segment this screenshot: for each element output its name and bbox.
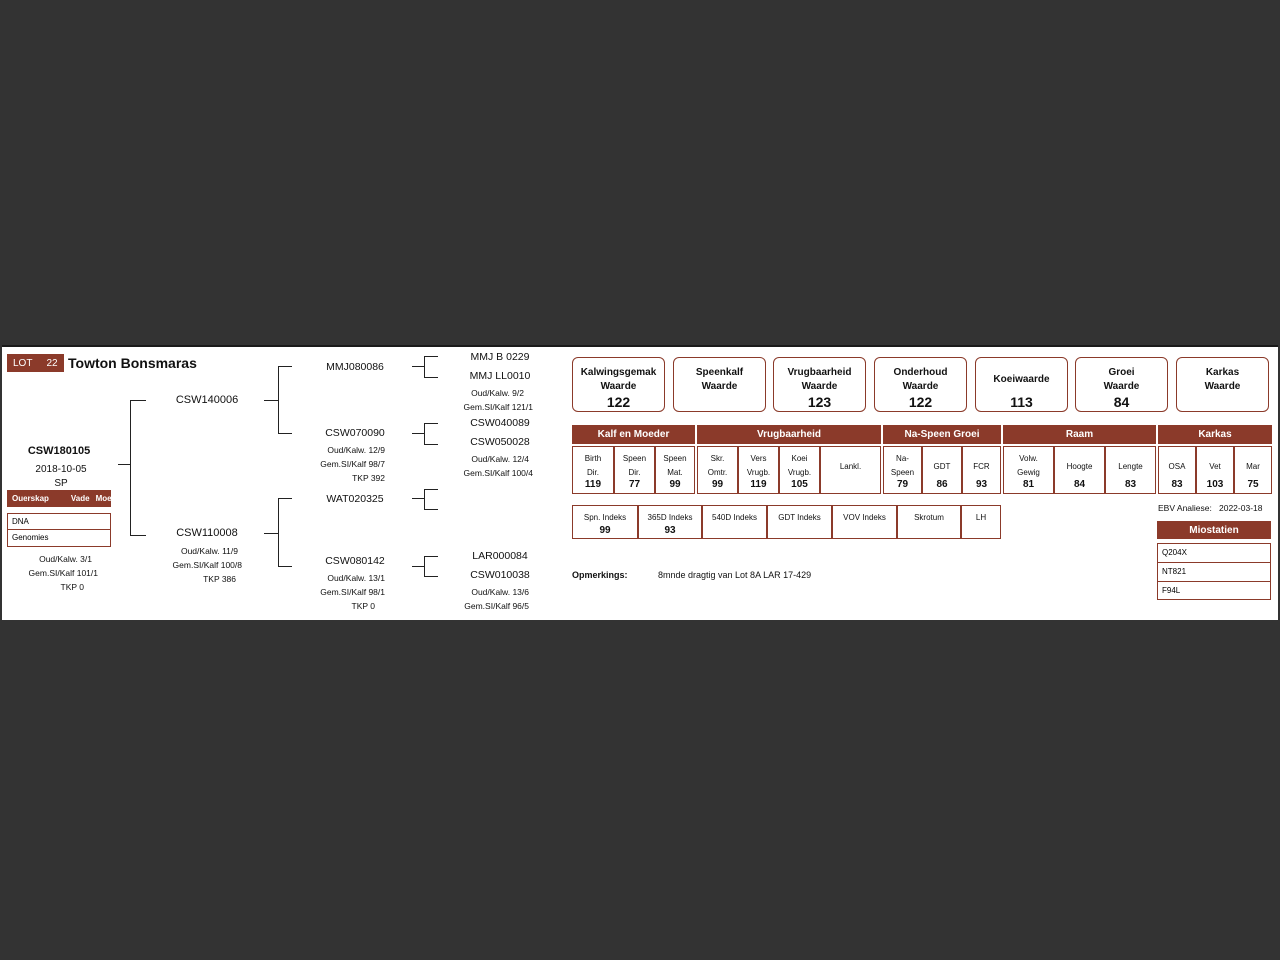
value-box-label: Waarde: [902, 381, 939, 392]
trait-value: 81: [1022, 479, 1035, 490]
lot-label: LOT: [13, 357, 33, 369]
grandsire-ss-id: MMJ080086: [326, 361, 384, 373]
dam-stat-calv: Oud/Kalw. 11/9: [180, 546, 238, 556]
gg-ssd-stat-si: Gem.SI/Kalf 121/1: [463, 402, 533, 412]
animal-stat-si: Gem.SI/Kalf 101/1: [28, 568, 98, 578]
trait-label: Volw.: [1019, 454, 1038, 463]
value-box-value: 123: [807, 394, 832, 410]
ownership-row-dna: DNA: [12, 517, 29, 526]
pedigree-line: [424, 556, 438, 557]
animal-stat-calv: Oud/Kalw. 3/1: [39, 554, 92, 564]
ownership-header-label: Ouerskap: [12, 494, 49, 503]
index-skrotum: [897, 505, 961, 539]
animal-id: CSW180105: [27, 445, 91, 457]
value-box-label: Waarde: [600, 381, 637, 392]
value-box-label: Waarde: [1103, 381, 1140, 392]
value-box-speenkalf: [673, 357, 766, 412]
group-header-vrugbaarheid: Vrugbaarheid: [697, 425, 881, 444]
animal-date: 2018-10-05: [35, 464, 87, 475]
trait-label: Hoogte: [1066, 462, 1093, 471]
grandsire-ds-id: WAT020325: [326, 493, 384, 505]
trait-value: 77: [628, 479, 641, 490]
trait-value: 86: [936, 479, 948, 490]
trait-label: OSA: [1168, 462, 1186, 471]
index-label: VOV Indeks: [843, 513, 886, 522]
gg-ssd-id: MMJ LL0010: [469, 370, 531, 382]
trait-label: GDT: [933, 462, 951, 471]
miostatien-item: Q204X: [1162, 548, 1187, 557]
trait-gdt: [922, 446, 962, 494]
trait-label: Gewig: [1017, 468, 1040, 477]
trait-value: 119: [750, 479, 767, 490]
index-value: 99: [599, 525, 611, 536]
value-box-groei: [1075, 357, 1168, 412]
trait-vers-vrugb: [738, 446, 779, 494]
group-header-kalf-en-moeder: Kalf en Moeder: [572, 425, 695, 444]
trait-label: Speen: [890, 468, 915, 477]
index-value: 93: [664, 525, 676, 536]
gg-ddd-stat-si: Gem.SI/Kalf 96/5: [464, 601, 529, 611]
index-label: LH: [975, 513, 987, 522]
trait-label: Speen: [663, 454, 687, 463]
value-box-karkas: [1176, 357, 1269, 412]
trait-value: 79: [896, 479, 909, 490]
granddam-sd-stat-tkp: TKP 392: [352, 473, 385, 483]
dam-stat-tkp: TKP 386: [203, 574, 236, 584]
trait-label: Dir.: [628, 468, 641, 477]
remarks-label: Opmerkings:: [572, 570, 628, 580]
value-box-value: 84: [1113, 394, 1130, 410]
trait-speen-dir: [614, 446, 655, 494]
value-box-value: 113: [1010, 394, 1033, 410]
trait-value: 83: [1171, 479, 1183, 490]
pedigree-line: [278, 366, 292, 367]
pedigree-line: [278, 433, 292, 434]
trait-mar: [1234, 446, 1272, 494]
value-box-label: Vrugbaarheid: [787, 367, 852, 378]
index-label: Skrotum: [914, 513, 944, 522]
trait-birth-dir: [572, 446, 614, 494]
trait-fcr: [962, 446, 1001, 494]
gg-sdd-stat-calv: Oud/Kalw. 12/4: [471, 454, 529, 464]
value-box-label: Kalwingsgemak: [580, 367, 657, 378]
trait-value: 99: [711, 479, 724, 490]
catalog-sheet: [2, 345, 1278, 620]
trait-hoogte: [1054, 446, 1105, 494]
trait-value: 75: [1247, 479, 1259, 490]
dam-stat-si: Gem.SI/Kalf 100/8: [172, 560, 242, 570]
value-box-label: Groei: [1108, 367, 1135, 378]
value-box-label: Waarde: [801, 381, 838, 392]
trait-lankl: [820, 446, 881, 494]
pedigree-line: [424, 489, 438, 490]
gg-ssd-stat-calv: Oud/Kalw. 9/2: [471, 388, 524, 398]
trait-value: 93: [975, 479, 988, 490]
ownership-header-sire: Vade: [70, 494, 90, 503]
miostatien-list: [1157, 543, 1271, 600]
index-vov: [832, 505, 897, 539]
remarks-text: 8mnde dragtig van Lot 8A LAR 17-429: [658, 570, 812, 580]
pedigree-line: [278, 498, 292, 499]
lot-number: 22: [46, 357, 58, 369]
granddam-dd-stat-calv: Oud/Kalw. 13/1: [327, 573, 385, 583]
trait-label: FCR: [973, 462, 990, 471]
ebv-date: 2022-03-18: [1219, 503, 1263, 513]
value-box-label: Onderhoud: [893, 367, 948, 378]
granddam-sd-stat-si: Gem.SI/Kalf 98/7: [320, 459, 385, 469]
index-spn: [572, 505, 638, 539]
trait-label: Omtr.: [707, 468, 728, 477]
index-label: GDT Indeks: [778, 513, 821, 522]
granddam-dd-id: CSW080142: [325, 555, 385, 567]
pedigree-line: [130, 400, 146, 401]
pedigree-line: [424, 489, 425, 509]
trait-label: Na-: [896, 454, 909, 463]
pedigree-line: [130, 400, 131, 535]
index-540d: [702, 505, 767, 539]
value-box-label: Waarde: [701, 381, 738, 392]
value-box-label: Karkas: [1205, 367, 1240, 378]
gg-sdd-stat-si: Gem.SI/Kalf 100/4: [463, 468, 533, 478]
pedigree-line: [278, 366, 279, 433]
ownership-row-genomies: Genomies: [8, 529, 110, 545]
ebv-label: EBV Analiese:: [1158, 503, 1212, 513]
ownership-table: [7, 513, 111, 547]
trait-volw-gewig: [1003, 446, 1054, 494]
trait-label: Vrugb.: [746, 468, 771, 477]
ownership-header-dam: Moed: [95, 494, 117, 503]
index-label: 540D Indeks: [712, 513, 757, 522]
value-box-vrugbaarheid: [773, 357, 866, 412]
dam-id: CSW110008: [176, 527, 238, 539]
pedigree-line: [278, 566, 292, 567]
trait-label: Lankl.: [839, 462, 862, 471]
value-box-label: Speenkalf: [695, 367, 744, 378]
trait-value: 99: [669, 479, 681, 490]
trait-label: Skr.: [710, 454, 725, 463]
animal-stat-tkp: TKP 0: [60, 582, 84, 592]
lot-badge: [7, 354, 64, 372]
trait-value: 103: [1206, 479, 1224, 490]
trait-speen-mat: [655, 446, 695, 494]
trait-label: Vers: [750, 454, 767, 463]
trait-na-speen: [883, 446, 922, 494]
value-box-kalwingsgemak: [572, 357, 665, 412]
value-box-label: Waarde: [1204, 381, 1241, 392]
pedigree-line: [130, 535, 146, 536]
animal-code: SP: [54, 478, 68, 489]
pedigree-line: [424, 377, 438, 378]
pedigree-line: [264, 400, 279, 401]
gg-dds-id: LAR000084: [472, 550, 528, 562]
group-header-na-speen-groei: Na-Speen Groei: [883, 425, 1001, 444]
pedigree-line: [278, 498, 279, 566]
gg-ddd-stat-calv: Oud/Kalw. 13/6: [471, 587, 529, 597]
trait-label: Mat.: [667, 468, 683, 477]
index-gdt: [767, 505, 832, 539]
trait-value: 84: [1073, 479, 1086, 490]
trait-label: Vrugb.: [787, 468, 812, 477]
pedigree-line: [424, 423, 425, 444]
trait-lengte: [1105, 446, 1156, 494]
trait-label: Vet: [1209, 462, 1221, 471]
pedigree-line: [424, 356, 425, 377]
trait-skr-omtr: [697, 446, 738, 494]
index-lh: [961, 505, 1001, 539]
trait-koei-vrugb: [779, 446, 820, 494]
trait-label: Birth: [584, 454, 602, 463]
index-365d: [638, 505, 702, 539]
group-header-karkas: Karkas: [1158, 425, 1272, 444]
trait-osa: [1158, 446, 1196, 494]
trait-value: 119: [584, 479, 602, 490]
trait-label: Koei: [791, 454, 808, 463]
pedigree-line: [424, 556, 425, 576]
gg-sds-id: CSW040089: [470, 417, 530, 429]
gg-sdd-id: CSW050028: [470, 436, 530, 448]
pedigree-line: [264, 533, 279, 534]
value-box-onderhoud: [874, 357, 967, 412]
pedigree-line: [424, 444, 438, 445]
trait-label: Dir.: [587, 468, 599, 477]
index-label: Spn. Indeks: [583, 513, 627, 522]
breeder-name: Towton Bonsmaras: [68, 355, 197, 371]
pedigree-line: [424, 509, 438, 510]
ownership-header: [7, 490, 117, 507]
miostatien-item: NT821: [1158, 562, 1270, 581]
index-label: 365D Indeks: [647, 513, 693, 522]
trait-label: Mar: [1246, 462, 1260, 471]
granddam-sd-stat-calv: Oud/Kalw. 12/9: [327, 445, 385, 455]
value-box-label: Koeiwaarde: [993, 374, 1050, 385]
gg-ddd-id: CSW010038: [470, 569, 530, 581]
miostatien-item: F94L: [1158, 581, 1270, 600]
value-box-value: 122: [606, 394, 631, 410]
value-box-koeiwaarde: [975, 357, 1068, 412]
sire-id: CSW140006: [175, 394, 239, 406]
granddam-dd-stat-si: Gem.SI/Kalf 98/1: [320, 587, 385, 597]
trait-label: Lengte: [1118, 462, 1143, 471]
trait-value: 105: [791, 479, 808, 490]
gg-sss-id: MMJ B 0229: [470, 351, 530, 363]
granddam-dd-stat-tkp: TKP 0: [351, 601, 375, 611]
trait-value: 83: [1124, 479, 1137, 490]
pedigree-line: [424, 356, 438, 357]
pedigree-line: [424, 423, 438, 424]
granddam-sd-id: CSW070090: [325, 427, 385, 439]
miostatien-header: Miostatien: [1157, 521, 1271, 539]
trait-vet: [1196, 446, 1234, 494]
value-box-value: 122: [908, 394, 933, 410]
trait-label: Speen: [622, 454, 647, 463]
group-header-raam: Raam: [1003, 425, 1156, 444]
pedigree-line: [424, 576, 438, 577]
